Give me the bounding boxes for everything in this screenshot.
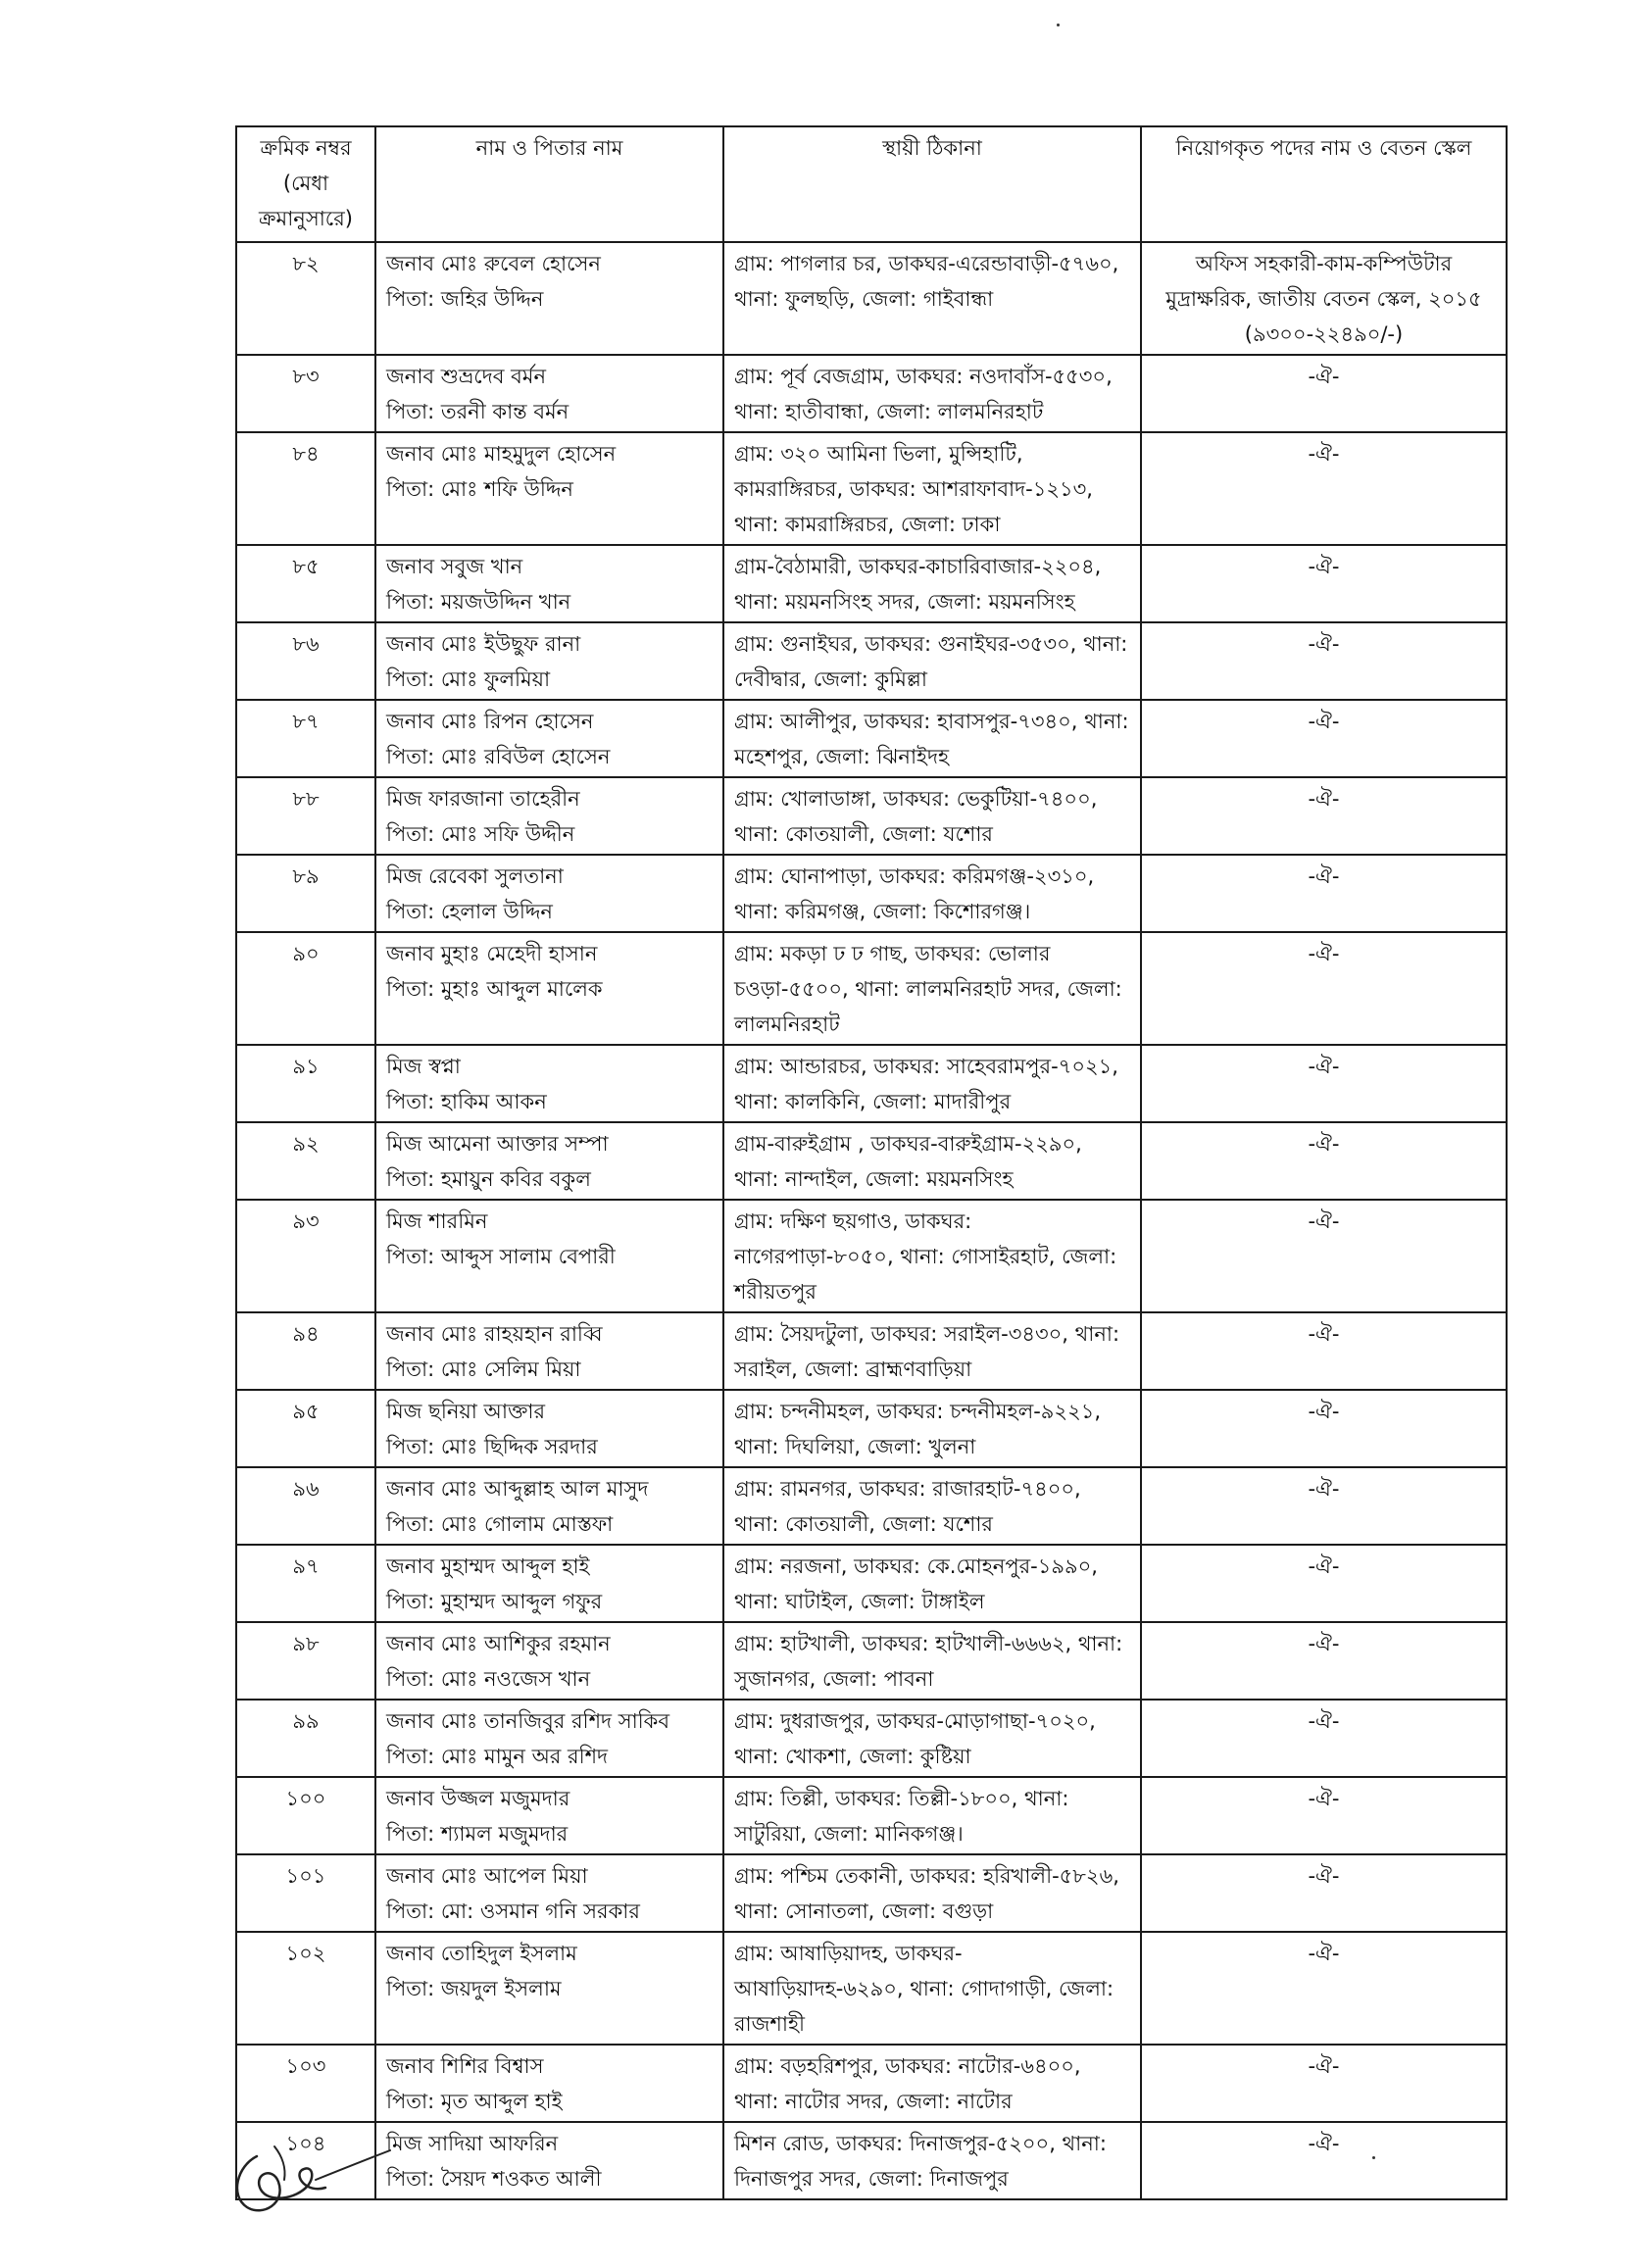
name-cell [375, 1854, 723, 1932]
permanent-address: গ্রাম: ঘোনাপাড়া, ডাকঘর: করিমগঞ্জ-২৩১০, থানা: করিমগঞ্জ, জেলা: কিশোরগঞ্জ। [734, 864, 1095, 923]
table-row [236, 1045, 1507, 1122]
serial-cell: ৮৫ [236, 545, 375, 622]
father-name: পিতা: মোঃ গোলাম মোস্তফা [386, 1512, 614, 1536]
post-cell: -ঐ- [1141, 1932, 1507, 2045]
header-post: নিয়োগকৃত পদের নাম ও বেতন স্কেল [1141, 126, 1507, 242]
name-cell [375, 1467, 723, 1545]
post-cell: -ঐ- [1141, 1467, 1507, 1545]
table-row [236, 1700, 1507, 1777]
table-row [236, 242, 1507, 355]
table-row [236, 622, 1507, 700]
permanent-address: গ্রাম: পাগলার চর, ডাকঘর-এরেন্ডাবাড়ী-৫৭৬০, থানা: ফুলছড়ি, জেলা: গাইবান্ধা [734, 252, 1119, 311]
name-cell [375, 855, 723, 932]
father-name: পিতা: মোঃ ছিদ্দিক সরদার [386, 1435, 598, 1458]
table-row [236, 1467, 1507, 1545]
address-cell [723, 1545, 1141, 1622]
candidate-name: জনাব মোঃ আপেল মিয়া [386, 1864, 588, 1888]
post-cell: -ঐ- [1141, 355, 1507, 432]
father-name: পিতা: জহির উদ্দিন [386, 287, 544, 311]
address-cell [723, 777, 1141, 855]
serial-cell: ১০১ [236, 1854, 375, 1932]
name-cell [375, 777, 723, 855]
post-cell: -ঐ- [1141, 932, 1507, 1045]
address-cell [723, 1932, 1141, 2045]
candidate-name: মিজ ফারজানা তাহেরীন [386, 787, 580, 811]
permanent-address: মিশন রোড, ডাকঘর: দিনাজপুর-৫২০০, থানা: দিনাজপুর সদর, জেলা: দিনাজপুর [734, 2132, 1107, 2191]
serial-cell: ৮৬ [236, 622, 375, 700]
candidate-name: জনাব শুভ্রদেব বর্মন [386, 365, 546, 388]
post-cell: -ঐ- [1141, 1045, 1507, 1122]
appointment-list-table [235, 125, 1508, 2200]
father-name: পিতা: মুহাম্মদ আব্দুল গফুর [386, 1590, 603, 1613]
address-cell [723, 1854, 1141, 1932]
candidate-name: জনাব মুহাম্মদ আব্দুল হাই [386, 1554, 590, 1578]
father-name: পিতা: শ্যামল মজুমদার [386, 1822, 569, 1846]
permanent-address: গ্রাম: সৈয়দটুলা, ডাকঘর: সরাইল-৩৪৩০, থানা: সরাইল, জেলা: ব্রাহ্মণবাড়িয়া [734, 1322, 1120, 1381]
post-cell: -ঐ- [1141, 700, 1507, 777]
address-cell [723, 1045, 1141, 1122]
permanent-address: গ্রাম: পূর্ব বেজগ্রাম, ডাকঘর: নওদাবাঁস-৫৫৩০, থানা: হাতীবান্ধা, জেলা: লালমনিরহাট [734, 365, 1113, 423]
permanent-address: গ্রাম: নরজনা, ডাকঘর: কে.মোহনপুর-১৯৯০, থানা: ঘাটাইল, জেলা: টাঙ্গাইল [734, 1554, 1098, 1613]
scan-speck [1057, 24, 1060, 26]
father-name: পিতা: মোঃ সেলিম মিয়া [386, 1357, 581, 1381]
name-cell [375, 1390, 723, 1467]
name-cell [375, 622, 723, 700]
serial-cell: ৯৭ [236, 1545, 375, 1622]
serial-cell: ৯৯ [236, 1700, 375, 1777]
serial-cell: ৯২ [236, 1122, 375, 1200]
table-row [236, 2122, 1507, 2199]
candidate-name: জনাব মুহাঃ মেহেদী হাসান [386, 942, 598, 965]
father-name: পিতা: হমায়ুন কবির বকুল [386, 1167, 591, 1191]
father-name: পিতা: আব্দুস সালাম বেপারী [386, 1245, 616, 1268]
permanent-address: গ্রাম: মকড়া ঢ ঢ গাছ, ডাকঘর: ভোলার চওড়া-৫৫০০, থানা: লালমনিরহাট সদর, জেলা: লালমনিরহাট [734, 942, 1122, 1036]
permanent-address: গ্রাম: চন্দনীমহল, ডাকঘর: চন্দনীমহল-৯২২১, থানা: দিঘলিয়া, জেলা: খুলনা [734, 1400, 1102, 1458]
permanent-address: গ্রাম: পশ্চিম তেকানী, ডাকঘর: হরিখালী-৫৮২৬, থানা: সোনাতলা, জেলা: বগুড়া [734, 1864, 1119, 1923]
permanent-address: গ্রাম: আষাড়িয়াদহ, ডাকঘর-আষাড়িয়াদহ-৬২৯০, থানা: গোদাগাড়ী, জেলা: রাজশাহী [734, 1942, 1114, 2036]
table-body [236, 242, 1507, 2199]
name-cell [375, 1122, 723, 1200]
scan-speck [1372, 2156, 1375, 2159]
address-cell [723, 432, 1141, 545]
name-cell [375, 1312, 723, 1390]
address-cell [723, 545, 1141, 622]
post-cell: -ঐ- [1141, 1700, 1507, 1777]
name-cell [375, 1700, 723, 1777]
candidate-name: জনাব মোঃ মাহমুদুল হোসেন [386, 442, 617, 466]
serial-cell: ৯০ [236, 932, 375, 1045]
permanent-address: গ্রাম-বারুইগ্রাম , ডাকঘর-বারুইগ্রাম-২২৯০, থানা: নান্দাইল, জেলা: ময়মনসিংহ [734, 1132, 1082, 1191]
table-row [236, 2045, 1507, 2122]
serial-cell: ৮৩ [236, 355, 375, 432]
table-row [236, 355, 1507, 432]
address-cell [723, 242, 1141, 355]
post-cell: অফিস সহকারী-কাম-কম্পিউটার মুদ্রাক্ষরিক, জাতীয় বেতন স্কেল, ২০১৫ (৯৩০০-২২৪৯০/-) [1141, 242, 1507, 355]
permanent-address: গ্রাম: হাটখালী, ডাকঘর: হাটখালী-৬৬৬২, থানা: সুজানগর, জেলা: পাবনা [734, 1632, 1123, 1691]
post-cell: -ঐ- [1141, 1200, 1507, 1312]
permanent-address: গ্রাম: দুধরাজপুর, ডাকঘর-মোড়াগাছা-৭০২০, থানা: খোকশা, জেলা: কুষ্টিয়া [734, 1709, 1096, 1768]
name-cell [375, 1777, 723, 1854]
serial-cell: ১০২ [236, 1932, 375, 2045]
father-name: পিতা: জয়দুল ইসলাম [386, 1977, 562, 2000]
name-cell [375, 355, 723, 432]
table-row [236, 1854, 1507, 1932]
post-cell: -ঐ- [1141, 777, 1507, 855]
permanent-address: গ্রাম: আন্ডারচর, ডাকঘর: সাহেবরামপুর-৭০২১, থানা: কালকিনি, জেলা: মাদারীপুর [734, 1055, 1118, 1113]
father-name: পিতা: মোঃ সফি উদ্দীন [386, 822, 575, 846]
address-cell [723, 355, 1141, 432]
table-row [236, 1312, 1507, 1390]
candidate-name: মিজ ছনিয়া আক্তার [386, 1400, 546, 1423]
father-name: পিতা: ময়জউদ্দিন খান [386, 590, 571, 614]
serial-cell: ৯৫ [236, 1390, 375, 1467]
candidate-name: মিজ আমেনা আক্তার সম্পা [386, 1132, 609, 1156]
address-cell [723, 1622, 1141, 1700]
candidate-name: জনাব সবুজ খান [386, 555, 523, 578]
name-cell [375, 2122, 723, 2199]
father-name: পিতা: হাকিম আকন [386, 1090, 547, 1113]
serial-cell: ৯৩ [236, 1200, 375, 1312]
post-cell: -ঐ- [1141, 545, 1507, 622]
table-header-row [236, 126, 1507, 242]
name-cell [375, 242, 723, 355]
table-row [236, 1390, 1507, 1467]
post-cell: -ঐ- [1141, 1312, 1507, 1390]
serial-cell: ৮৪ [236, 432, 375, 545]
candidate-name: মিজ সাদিয়া আফরিন [386, 2132, 559, 2155]
name-cell [375, 1045, 723, 1122]
permanent-address: গ্রাম: ৩২০ আমিনা ভিলা, মুন্সিহাটি, কামরাঙ্গিরচর, ডাকঘর: আশরাফাবাদ-১২১৩, থানা: কামরাঙ্গিরচর, জেলা: ঢাকা [734, 442, 1093, 536]
name-cell [375, 700, 723, 777]
signature-mark [218, 2117, 394, 2225]
candidate-name: মিজ রেবেকা সুলতানা [386, 864, 564, 888]
permanent-address: গ্রাম: তিল্লী, ডাকঘর: তিল্লী-১৮০০, থানা: সাটুরিয়া, জেলা: মানিকগঞ্জ। [734, 1787, 1069, 1846]
permanent-address: গ্রাম: দক্ষিণ ছয়গাও, ডাকঘর: নাগেরপাড়া-৮০৫০, থানা: গোসাইরহাট, জেলা: শরীয়তপুর [734, 1209, 1117, 1304]
post-cell: -ঐ- [1141, 2122, 1507, 2199]
permanent-address: গ্রাম: রামনগর, ডাকঘর: রাজারহাট-৭৪০০, থানা: কোতয়ালী, জেলা: যশোর [734, 1477, 1081, 1536]
address-cell [723, 1700, 1141, 1777]
candidate-name: জনাব উজ্জল মজুমদার [386, 1787, 570, 1810]
serial-cell: ৯৬ [236, 1467, 375, 1545]
address-cell [723, 1390, 1141, 1467]
father-name: পিতা: মো: ওসমান গনি সরকার [386, 1899, 640, 1923]
candidate-name: জনাব মোঃ ইউছুফ রানা [386, 632, 581, 656]
name-cell [375, 2045, 723, 2122]
permanent-address: গ্রাম: বড়হরিশপুর, ডাকঘর: নাটোর-৬৪০০, থানা: নাটোর সদর, জেলা: নাটোর [734, 2054, 1081, 2113]
name-cell [375, 932, 723, 1045]
post-cell: -ঐ- [1141, 1622, 1507, 1700]
table-row [236, 1932, 1507, 2045]
post-cell: -ঐ- [1141, 2045, 1507, 2122]
candidate-name: জনাব তোহিদুল ইসলাম [386, 1942, 577, 1965]
candidate-name: মিজ শারমিন [386, 1209, 488, 1233]
address-cell [723, 622, 1141, 700]
father-name: পিতা: মোঃ মামুন অর রশিদ [386, 1745, 609, 1768]
serial-cell: ৮৭ [236, 700, 375, 777]
father-name: পিতা: হেলাল উদ্দিন [386, 900, 553, 923]
father-name: পিতা: মোঃ ফুলমিয়া [386, 667, 551, 691]
post-cell: -ঐ- [1141, 622, 1507, 700]
address-cell [723, 700, 1141, 777]
table-row [236, 1122, 1507, 1200]
father-name: পিতা: মোঃ রবিউল হোসেন [386, 745, 611, 768]
table-row [236, 1622, 1507, 1700]
table-row [236, 700, 1507, 777]
candidate-name: জনাব মোঃ আশিকুর রহমান [386, 1632, 611, 1655]
name-cell [375, 1622, 723, 1700]
father-name: পিতা: তরনী কান্ত বর্মন [386, 400, 569, 423]
table-row [236, 932, 1507, 1045]
permanent-address: গ্রাম: গুনাইঘর, ডাকঘর: গুনাইঘর-৩৫৩০, থানা: দেবীদ্বার, জেলা: কুমিল্লা [734, 632, 1128, 691]
address-cell [723, 855, 1141, 932]
serial-cell: ১০৩ [236, 2045, 375, 2122]
serial-cell: ৯৪ [236, 1312, 375, 1390]
permanent-address: গ্রাম: আলীপুর, ডাকঘর: হাবাসপুর-৭৩৪০, থানা: মহেশপুর, জেলা: ঝিনাইদহ [734, 710, 1129, 768]
serial-cell: ৯৮ [236, 1622, 375, 1700]
address-cell [723, 1200, 1141, 1312]
address-cell [723, 1467, 1141, 1545]
candidate-name: জনাব শিশির বিশ্বাস [386, 2054, 544, 2078]
candidate-name: মিজ স্বপ্না [386, 1055, 461, 1078]
name-cell [375, 545, 723, 622]
table-row [236, 545, 1507, 622]
candidate-name: জনাব মোঃ তানজিবুর রশিদ সাকিব [386, 1709, 670, 1733]
address-cell [723, 1777, 1141, 1854]
serial-cell: ৮৯ [236, 855, 375, 932]
address-cell [723, 2045, 1141, 2122]
post-cell: -ঐ- [1141, 1854, 1507, 1932]
header-name: নাম ও পিতার নাম [375, 126, 723, 242]
header-serial: ক্রমিক নম্বর (মেধা ক্রমানুসারে) [236, 126, 375, 242]
post-cell: -ঐ- [1141, 1777, 1507, 1854]
father-name: পিতা: সৈয়দ শওকত আলী [386, 2167, 602, 2191]
table-row [236, 1200, 1507, 1312]
post-cell: -ঐ- [1141, 1122, 1507, 1200]
name-cell [375, 432, 723, 545]
serial-cell: ১০০ [236, 1777, 375, 1854]
father-name: পিতা: মোঃ নওজেস খান [386, 1667, 591, 1691]
name-cell [375, 1932, 723, 2045]
address-cell [723, 2122, 1141, 2199]
serial-cell: ১০৪ [236, 2122, 375, 2199]
name-cell [375, 1545, 723, 1622]
address-cell [723, 1312, 1141, 1390]
post-cell: -ঐ- [1141, 1390, 1507, 1467]
post-cell: -ঐ- [1141, 1545, 1507, 1622]
table-row [236, 432, 1507, 545]
candidate-name: জনাব মোঃ রাহয়হান রাব্বি [386, 1322, 603, 1346]
father-name: পিতা: মুহাঃ আব্দুল মালেক [386, 977, 603, 1001]
candidate-name: জনাব মোঃ আব্দুল্লাহ আল মাসুদ [386, 1477, 649, 1501]
candidate-name: জনাব মোঃ রুবেল হোসেন [386, 252, 601, 275]
table-row [236, 1777, 1507, 1854]
header-address: স্থায়ী ঠিকানা [723, 126, 1141, 242]
serial-cell: ৮২ [236, 242, 375, 355]
permanent-address: গ্রাম: খোলাডাঙ্গা, ডাকঘর: ভেকুটিয়া-৭৪০০, থানা: কোতয়ালী, জেলা: যশোর [734, 787, 1098, 846]
table-row [236, 855, 1507, 932]
name-cell [375, 1200, 723, 1312]
address-cell [723, 1122, 1141, 1200]
candidate-name: জনাব মোঃ রিপন হোসেন [386, 710, 594, 733]
address-cell [723, 932, 1141, 1045]
post-cell: -ঐ- [1141, 432, 1507, 545]
father-name: পিতা: মৃত আব্দুল হাই [386, 2090, 563, 2113]
serial-cell: ৯১ [236, 1045, 375, 1122]
table-row [236, 1545, 1507, 1622]
post-cell: -ঐ- [1141, 855, 1507, 932]
serial-cell: ৮৮ [236, 777, 375, 855]
table-row [236, 777, 1507, 855]
father-name: পিতা: মোঃ শফি উদ্দিন [386, 477, 573, 501]
permanent-address: গ্রাম-বৈঠামারী, ডাকঘর-কাচারিবাজার-২২০৪, থানা: ময়মনসিংহ সদর, জেলা: ময়মনসিংহ [734, 555, 1102, 614]
